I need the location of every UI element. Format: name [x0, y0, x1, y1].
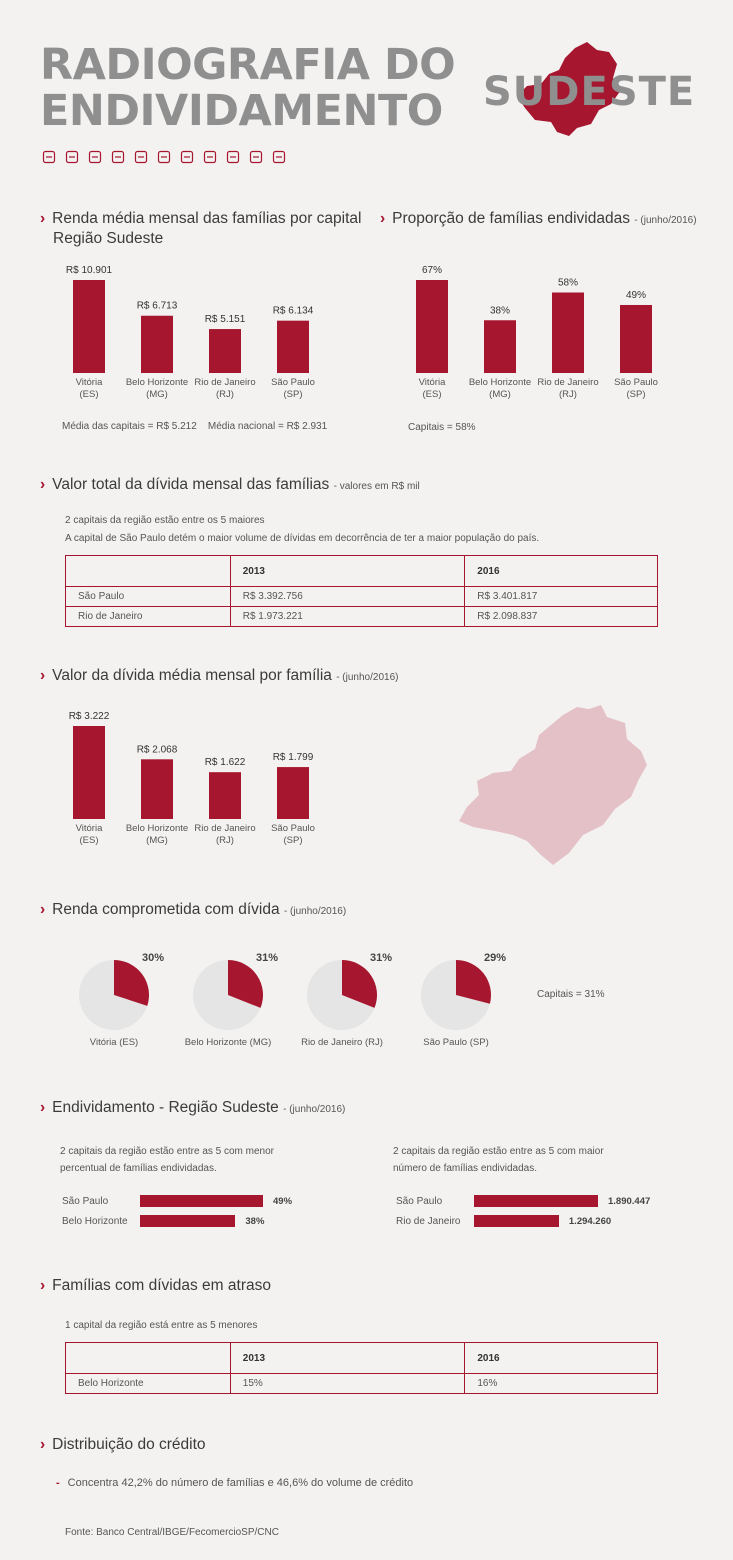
- divida-media-category-label: (MG): [146, 835, 168, 846]
- proporcao-category-label: São Paulo: [614, 377, 658, 388]
- section-valor-total-title: [40, 475, 420, 497]
- endividamento-right-text-1: 2 capitais da região estão entre as 5 com maior: [393, 1146, 604, 1157]
- proporcao-bar: [484, 320, 516, 373]
- hbar-bar: [140, 1215, 235, 1227]
- hbar-row: [396, 1195, 686, 1207]
- divida-media-bar-chart: [50, 704, 320, 854]
- proporcao-bar: [416, 280, 448, 373]
- hbar-category-label: São Paulo: [396, 1195, 443, 1207]
- divida-media-category-label: Rio de Janeiro: [194, 823, 256, 834]
- shield-icon: [226, 150, 240, 164]
- renda-category-label: Vitória: [75, 377, 103, 388]
- proporcao-value-label: 38%: [489, 305, 511, 317]
- building-icon: [111, 150, 125, 164]
- hbar-bar: [474, 1195, 598, 1207]
- chevron-right-icon: ›: [40, 476, 46, 493]
- proporcao-category-label: (ES): [422, 389, 442, 400]
- renda-value-label: R$ 10.901: [65, 265, 113, 276]
- pie-value-label: 31%: [370, 952, 393, 964]
- pie-value-label: 29%: [484, 952, 507, 964]
- region-name: SUDESTE: [483, 69, 696, 115]
- section-atraso-title: [40, 1276, 271, 1296]
- hbar-bar: [474, 1215, 559, 1227]
- endividamento-left-text: [60, 1143, 274, 1177]
- pie-category-label: Rio de Janeiro (RJ): [301, 1037, 383, 1048]
- proporcao-value-label: 49%: [625, 289, 647, 301]
- proporcao-category-label: Belo Horizonte: [468, 377, 532, 388]
- table-header-cell: 2016: [465, 556, 658, 587]
- renda-bar-chart: [50, 258, 320, 408]
- renda-footnote: Média das capitais = R$ 5.212 Média nacional = R$ 2.931: [62, 421, 328, 432]
- renda-comprometida-title: Renda comprometida com dívida: [52, 901, 280, 918]
- hbar-row: [62, 1215, 332, 1227]
- hbar-value-label: 1.890.447: [608, 1195, 651, 1207]
- proporcao-category-label: (SP): [626, 389, 646, 400]
- divida-media-bar: [73, 726, 105, 819]
- safe-icon: [203, 150, 217, 164]
- scales-icon: [88, 150, 102, 164]
- proporcao-footnote: Capitais = 58%: [408, 422, 476, 433]
- hbar-row: [62, 1195, 332, 1207]
- divida-media-value-label: R$ 2.068: [136, 744, 178, 756]
- renda-category-label: São Paulo: [271, 377, 315, 388]
- section-endividamento-title: [40, 1098, 345, 1120]
- valor-total-note: - valores em R$ mil: [333, 481, 420, 492]
- table-row: [66, 607, 658, 627]
- hbar-bar: [140, 1195, 263, 1207]
- table-header-row: [66, 556, 658, 587]
- renda-value-label: R$ 6.713: [136, 300, 178, 312]
- chart-hand-icon: [157, 150, 171, 164]
- piggy-bank-icon: [180, 150, 194, 164]
- chevron-right-icon: ›: [40, 1099, 46, 1116]
- proporcao-value-label: 67%: [421, 265, 443, 276]
- section-divida-media-title: [40, 666, 398, 688]
- chevron-right-icon: ›: [40, 901, 46, 918]
- table-header-row: [66, 1343, 658, 1374]
- proporcao-title: Proporção de famílias endividadas: [392, 210, 630, 227]
- source-note: Fonte: Banco Central/IBGE/FecomercioSP/CNC: [65, 1527, 279, 1538]
- proporcao-bar: [552, 292, 584, 373]
- handshake-icon: [272, 150, 286, 164]
- divida-media-value-label: R$ 3.222: [68, 711, 110, 722]
- endividamento-left-text-1: 2 capitais da região estão entre as 5 com menor: [60, 1146, 275, 1157]
- divida-media-bar: [141, 759, 173, 819]
- proporcao-category-label: (MG): [489, 389, 511, 400]
- atraso-line1: 1 capital da região está entre as 5 menores: [65, 1320, 258, 1331]
- proporcao-category-label: Rio de Janeiro: [537, 377, 599, 388]
- table-header-cell: 2016: [465, 1343, 658, 1374]
- chevron-right-icon: ›: [380, 210, 386, 227]
- section-renda-comprometida-title: [40, 900, 346, 922]
- table-header-cell: [66, 556, 231, 587]
- table-cell: 16%: [465, 1374, 658, 1394]
- renda-bar: [73, 280, 105, 373]
- table-cell: R$ 3.401.817: [465, 587, 658, 607]
- credito-bullet-text: Concentra 42,2% do número de famílias e 46,6% do volume de crédito: [67, 1477, 414, 1489]
- renda-value-label: R$ 6.134: [272, 305, 314, 317]
- hbar-value-label: 49%: [273, 1195, 293, 1207]
- renda-category-label: Rio de Janeiro: [194, 377, 256, 388]
- page-title: [40, 42, 455, 134]
- document-icon: [134, 150, 148, 164]
- divida-media-value-label: R$ 1.622: [204, 757, 246, 769]
- section-credito-title: [40, 1435, 206, 1455]
- renda-value-label: R$ 5.151: [204, 314, 246, 326]
- chevron-right-icon: ›: [40, 1436, 46, 1453]
- divida-media-category-label: (RJ): [216, 835, 234, 846]
- hbar-category-label: Rio de Janeiro: [396, 1215, 461, 1227]
- atraso-table: [65, 1342, 658, 1394]
- table-cell: R$ 3.392.756: [230, 587, 465, 607]
- hbar-value-label: 38%: [245, 1215, 265, 1227]
- valor-total-title: Valor total da dívida mensal das famílias: [52, 476, 330, 493]
- proporcao-bar: [620, 305, 652, 373]
- endividamento-left-bar-chart: [62, 1195, 332, 1235]
- endividamento-title: Endividamento - Região Sudeste: [52, 1099, 279, 1116]
- credito-bullet: [56, 1477, 413, 1489]
- renda-category-label: (SP): [283, 389, 303, 400]
- divida-media-value-label: R$ 1.799: [272, 752, 314, 764]
- pie-category-label: Vitória (ES): [89, 1037, 139, 1048]
- pie-category-label: São Paulo (SP): [423, 1037, 489, 1048]
- pie-value-label: 30%: [142, 952, 165, 964]
- pie-category-label: Belo Horizonte (MG): [184, 1037, 272, 1048]
- pie-icon: [249, 150, 263, 164]
- proporcao-note: - (junho/2016): [634, 215, 697, 226]
- hbar-category-label: Belo Horizonte: [62, 1215, 128, 1227]
- divida-media-category-label: (ES): [79, 835, 99, 846]
- renda-bar: [209, 329, 241, 373]
- divida-media-note: - (junho/2016): [336, 672, 399, 683]
- table-cell: São Paulo: [66, 587, 231, 607]
- endividamento-right-bar-chart: [396, 1195, 686, 1235]
- renda-title-line2: Região Sudeste: [53, 230, 164, 247]
- table-row: [66, 1374, 658, 1394]
- proporcao-category-label: Vitória: [418, 377, 446, 388]
- proporcao-category-label: (RJ): [559, 389, 577, 400]
- divida-media-category-label: São Paulo: [271, 823, 315, 834]
- table-cell: 15%: [230, 1374, 465, 1394]
- atraso-title: Famílias com dívidas em atraso: [52, 1277, 271, 1294]
- endividamento-right-text-2: número de famílias endividadas.: [393, 1163, 537, 1174]
- section-renda-title: [40, 209, 361, 249]
- chevron-right-icon: ›: [40, 1277, 46, 1294]
- chevron-right-icon: ›: [40, 210, 46, 227]
- table-header-cell: 2013: [230, 556, 465, 587]
- renda-comprometida-note: - (junho/2016): [283, 906, 347, 917]
- renda-category-label: (MG): [146, 389, 168, 400]
- credito-title: Distribuição do crédito: [52, 1436, 206, 1453]
- hbar-value-label: 1.294.260: [568, 1215, 612, 1227]
- renda-comprometida-pie-charts: [60, 945, 520, 1055]
- divida-media-category-label: Belo Horizonte: [125, 823, 189, 834]
- proporcao-value-label: 58%: [557, 277, 579, 289]
- pie-value-label: 31%: [256, 952, 279, 964]
- table-row: [66, 587, 658, 607]
- hbar-category-label: São Paulo: [62, 1195, 109, 1207]
- icon-row: [42, 150, 286, 164]
- table-cell: R$ 1.973.221: [230, 607, 465, 627]
- renda-category-label: (ES): [79, 389, 99, 400]
- title-line-1: RADIOGRAFIA DO: [40, 40, 456, 90]
- divida-media-category-label: (SP): [283, 835, 303, 846]
- endividamento-note: - (junho/2016): [283, 1104, 346, 1115]
- renda-title-line1: Renda média mensal das famílias por capital: [52, 210, 362, 227]
- valor-total-line2: A capital de São Paulo detém o maior volume de dívidas em decorrência de ter a maior população do país.: [65, 533, 540, 544]
- renda-category-label: Belo Horizonte: [125, 377, 189, 388]
- hbar-row: [396, 1215, 686, 1227]
- renda-bar: [277, 321, 309, 373]
- region-map-large-icon: [455, 703, 655, 868]
- divida-media-category-label: Vitória: [75, 823, 103, 834]
- endividamento-right-text: [393, 1143, 604, 1177]
- valor-total-line1: 2 capitais da região estão entre os 5 maiores: [65, 515, 265, 526]
- section-proporcao-title: [380, 209, 697, 231]
- factory-icon: [42, 150, 56, 164]
- valor-total-table: [65, 555, 658, 627]
- chevron-right-icon: ›: [40, 667, 46, 684]
- table-header-cell: [66, 1343, 231, 1374]
- divida-media-title: Valor da dívida média mensal por família: [52, 667, 332, 684]
- renda-comprometida-footnote: Capitais = 31%: [537, 989, 605, 1000]
- receipt-icon: [65, 150, 79, 164]
- divida-media-bar: [277, 767, 309, 819]
- dash-bullet-icon: -: [56, 1477, 60, 1489]
- title-line-2: ENDIVIDAMENTO: [40, 86, 443, 136]
- proporcao-bar-chart: [393, 258, 673, 408]
- table-cell: R$ 2.098.837: [465, 607, 658, 627]
- renda-category-label: (RJ): [216, 389, 234, 400]
- table-cell: Belo Horizonte: [66, 1374, 231, 1394]
- renda-bar: [141, 316, 173, 373]
- table-header-cell: 2013: [230, 1343, 465, 1374]
- divida-media-bar: [209, 772, 241, 819]
- table-cell: Rio de Janeiro: [66, 607, 231, 627]
- endividamento-left-text-2: percentual de famílias endividadas.: [60, 1163, 217, 1174]
